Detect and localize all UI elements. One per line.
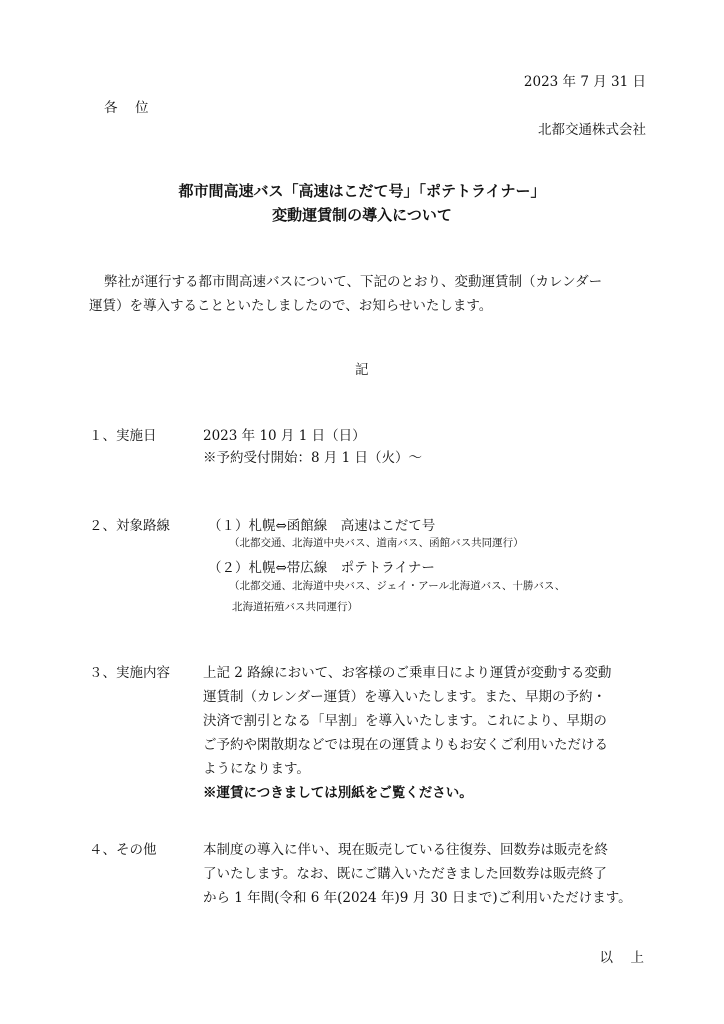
- section-4-label: ４、その他: [89, 842, 157, 858]
- title-line-1: 都市間高速バス「高速はこだて号」「ポテトライナー」: [178, 182, 546, 200]
- section-4-line-2: 了いたします。なお、既にご購入いただきました回数券は販売終了: [203, 866, 607, 882]
- section-1-line-2: ※予約受付開始：8 月 1 日（火）～: [203, 450, 423, 466]
- section-3-line-3: 決済で割引となる「早割」を導入いたします。これにより、早期の: [203, 713, 607, 729]
- route-1: （１）札幌⇔函館線 高速はこだて号: [208, 518, 436, 534]
- document-date: 2023 年 7 月 31 日: [523, 74, 646, 90]
- route-1-note: （北都交通、北海道中央バス、道南バス、函館バス共同運行）: [229, 537, 524, 549]
- section-1-line-1: 2023 年 10 月 1 日（日）: [203, 428, 366, 444]
- closing-mark: 以 上: [599, 950, 646, 966]
- section-2-label: ２、対象路線: [89, 518, 170, 534]
- section-3-line-4: ご予約や閑散期などでは現在の運賃よりもお安くご利用いただける: [203, 737, 608, 753]
- section-4-line-1: 本制度の導入に伴い、現在販売している往復券、回数券は販売を終: [203, 842, 608, 858]
- section-3-line-2: 運賃制（カレンダー運賃）を導入いたします。また、早期の予約・: [203, 689, 607, 705]
- issuer: 北都交通株式会社: [538, 122, 646, 138]
- section-1-label: １、実施日: [89, 428, 157, 444]
- section-4-line-3: から 1 年間(令和 6 年(2024 年)9 月 30 日まで)ご利用いただけます。: [203, 890, 632, 906]
- section-3-line-5: ようになります。: [203, 761, 310, 777]
- route-2-note-1: （北都交通、北海道中央バス、ジェイ・アール北海道バス、十勝バス、: [229, 580, 566, 592]
- intro-line-1: 弊社が運行する都市間高速バスについて、下記のとおり、変動運賃制（カレンダー: [104, 274, 603, 290]
- title-line-2: 変動運賃制の導入について: [272, 206, 452, 224]
- section-3-fare-note: ※運賃につきましては別紙をご覧ください。: [203, 785, 473, 801]
- section-3-label: ３、実施内容: [89, 665, 170, 681]
- ki-heading: 記: [355, 362, 369, 378]
- section-3-line-1: 上記 2 路線において、お客様のご乗車日により運賃が変動する変動: [203, 665, 612, 681]
- route-2-note-2: 北海道拓殖バス共同運行）: [232, 601, 358, 613]
- intro-line-2: 運賃）を導入することといたしましたので、お知らせいたします。: [89, 298, 493, 314]
- route-2: （２）札幌⇔帯広線 ポテトライナー: [208, 560, 435, 576]
- recipient: 各 位: [104, 100, 151, 116]
